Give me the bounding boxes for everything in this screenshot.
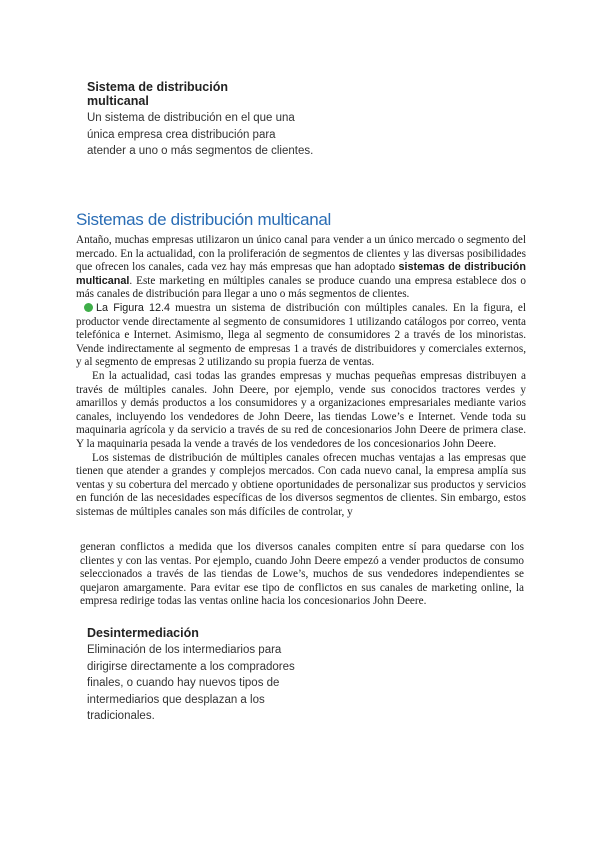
definition-term: Desintermediación [87,626,199,640]
main-body-text [76,234,526,519]
paragraph-3: En la actualidad, casi todas las grandes empresas y muchas pequeñas empresas distribuyen a través de múltiples canales. John Deere, por ejemplo, vende sus conocidos tractores verdes y amarillos y demás productos a los consumidores y a organizaciones empresariales mediante varios canales, incluyendo los vendedores de John Deere, las tiendas Lowe’s e Internet. Vende toda su maquinaria agrícola y da servicio a través de su red de concesionarios John Deere de primera clase. Y la maquinaria pesada la vende a través de los vendedores de los concesionarios John Deere. [76,369,526,450]
definition-text: Eliminación de los intermediarios para dirigirse directamente a los compradores finales, o cuando hay nuevos tipos de intermediarios que desplazan a los tradicionales. [87,644,295,722]
definition-term: Sistema de distribución multicanal [87,80,229,108]
paragraph-1 [76,234,526,302]
paragraph-2 [76,302,526,370]
continued-body-text [80,541,524,609]
margin-definition-disintermediation [87,626,317,725]
section-title: Sistemas de distribución multicanal [76,210,332,229]
margin-definition-multichannel [87,80,317,160]
paragraph-4: Los sistemas de distribución de múltiples canales ofrecen muchas ventajas a las empresas que tienen que atender a grandes y complejos mercados. Con cada nuevo canal, la empresa amplía sus ventas y su cobertura del mercado y obtiene oportunidades de personalizar sus productos y servicios en función de las necesidades específicas de los diversos segmentos de clientes. Sin embargo, estos sistemas de múltiples canales son más difíciles de controlar, y [76,451,526,518]
keyword-multichannel: sistemas de distribución multicanal [76,261,526,287]
paragraph-1-text-end: . Este marketing en múltiples canales se produce cuando una empresa establece dos o más canales de distribución para llegar a uno o más segmentos de clientes. [76,274,526,301]
paragraph-2-text: muestra un sistema de distribución con múltiples canales. En la figura, el productor vende directamente al segmento de consumidores 1 utilizando catálogos por correo, venta telefónica e Internet. Asimismo, llega al segmento de consumidores 2 a través de los minoristas. Vende indirectamente al segmento de empresas 1 a través de distribuidores y comerciales externos, y al segmento de empresas 2 utilizando su propia fuerza de ventas. [76,301,526,369]
paragraph-1-text: Antaño, muchas empresas utilizaron un único canal para vender a un único mercado o segmento del mercado. En la actualidad, con la proliferación de segmentos de clientes y las diversas posibilidades que ofrecen los canales, cada vez hay más empresas que han adoptado [76,234,526,274]
figure-reference: La Figura 12.4 [96,301,171,314]
figure-bullet-icon [84,303,93,312]
definition-text: Un sistema de distribución en el que una única empresa crea distribución para atender a uno o más segmentos de clientes. [87,112,314,157]
paragraph-5: generan conflictos a medida que los diversos canales compiten entre sí para quedarse con los clientes y con las ventas. Por ejemplo, cuando John Deere empezó a vender productos de consumo seleccionados a través de las tiendas de Lowe’s, muchos de sus vendedores independientes se quejaron amargamente. Para evitar ese tipo de conflictos en sus canales de marketing online, la empresa redirige todas las ventas online hacia los concesionarios John Deere. [80,541,524,608]
